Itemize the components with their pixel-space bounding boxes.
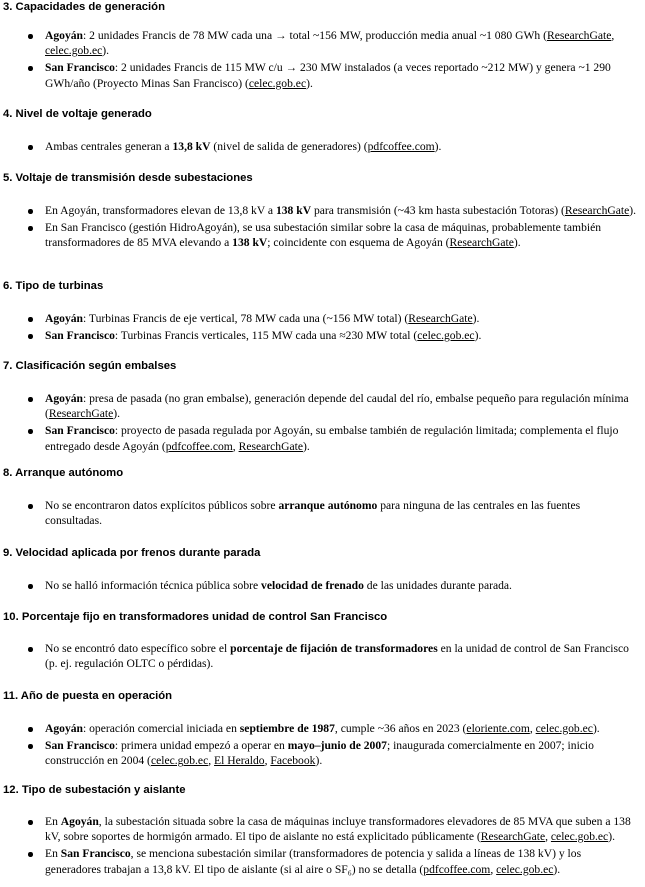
lead-bold: Agoyán [45, 722, 84, 735]
list-item [3, 60, 639, 90]
item-text: Ambas centrales generan a [45, 140, 173, 153]
item-end: ). [608, 830, 615, 844]
item-end: ). [592, 722, 600, 735]
source-link-researchgate[interactable]: ResearchGate [238, 439, 303, 453]
section-title-4: 4. Nivel de voltaje generado [3, 108, 152, 120]
section-3-list [3, 28, 639, 93]
item-text: : Turbinas Francis verticales, 115 MW cada una ≈230 MW total ( [114, 329, 418, 343]
source-link-pdfcoffee[interactable]: pdfcoffee.com [367, 140, 435, 153]
bold-text: arranque autónomo [278, 499, 378, 512]
lead-bold: San Francisco [45, 329, 115, 343]
bold-text: porcentaje de fijación de transformadores [230, 642, 438, 655]
section-title-9: 9. Velocidad aplicada por frenos durante parada [3, 547, 261, 559]
bold-text: 138 kV [275, 204, 312, 217]
item-text: : presa de pasada (no gran embalse), generación depende del caudal del río, embalse pequeño para regulación mínima ( [45, 392, 629, 421]
section-title-12: 12. Tipo de subestación y aislante [3, 784, 186, 796]
source-link-elheraldo[interactable]: El Heraldo [214, 754, 265, 768]
list-item [3, 311, 639, 326]
item-text: No se encontró dato específico sobre el [45, 642, 231, 655]
item-end: ). [434, 140, 442, 153]
section-title-3: 3. Capacidades de generación [3, 1, 165, 13]
section-title-10: 10. Porcentaje fijo en transformadores unidad de control San Francisco [3, 611, 388, 623]
section-title-11: 11. Año de puesta en operación [3, 690, 173, 702]
separator: , [208, 754, 215, 768]
separator: , [264, 754, 271, 768]
lead-bold: Agoyán [45, 29, 84, 42]
bold-text: Agoyán [60, 815, 99, 828]
section-9-list [3, 578, 639, 595]
source-link-researchgate[interactable]: ResearchGate [48, 407, 114, 421]
lead-bold: San Francisco [45, 61, 115, 75]
source-link-celec[interactable]: celec.gob.ec [550, 830, 609, 844]
source-link-researchgate[interactable]: ResearchGate [408, 312, 473, 325]
source-link-eloriente[interactable]: eloriente.com [466, 722, 530, 735]
lead-bold: Agoyán [45, 392, 84, 405]
item-text: (nivel de salida de generadores) ( [210, 140, 368, 153]
item-end: ). [306, 76, 313, 90]
section-title-5: 5. Voltaje de transmisión desde subestaciones [3, 172, 253, 184]
list-item [3, 220, 639, 250]
item-text: ; inaugurada comercialmente en 2007; inicio construcción en 2004 ( [45, 739, 594, 768]
bold-text: San Francisco [60, 847, 131, 861]
section-4-list [3, 139, 639, 156]
section-12-list [3, 814, 639, 879]
item-text: En San Francisco (gestión HidroAgoyán), se usa subestación similar sobre la casa de máquinas, probablemente también transformadores de 85 MVA elevando a [45, 221, 602, 250]
lead-bold: Agoyán [45, 312, 84, 325]
section-5-list [3, 203, 639, 253]
list-item [3, 498, 639, 528]
lead-bold: San Francisco [45, 424, 115, 438]
item-end: ). [474, 329, 482, 343]
separator: , [611, 29, 615, 42]
section-11-list [3, 721, 639, 771]
bold-text: septiembre de 1987 [239, 722, 335, 735]
source-link-celec[interactable]: celec.gob.ec [248, 76, 307, 90]
bold-text: mayo–junio de 2007 [287, 739, 387, 753]
source-link-researchgate[interactable]: ResearchGate [546, 29, 612, 42]
source-link-facebook[interactable]: Facebook [270, 754, 316, 768]
separator: , [545, 830, 551, 844]
item-end: ). [513, 236, 521, 250]
source-link-celec[interactable]: celec.gob.ec [45, 44, 103, 58]
source-link-celec[interactable]: celec.gob.ec [535, 722, 593, 735]
source-link-pdfcoffee[interactable]: pdfcoffee.com [423, 862, 491, 876]
item-text: En Agoyán, transformadores elevan de 13,8 kV a [45, 204, 276, 217]
list-item [3, 721, 639, 736]
section-10-list [3, 641, 639, 673]
bold-text: 138 kV [232, 236, 268, 250]
item-text: en la unidad de control de San Francisco (p. ej. regulación OLTC o pérdidas). [45, 642, 629, 671]
item-end: ). [113, 407, 121, 421]
item-text: , cumple ~36 años en 2023 ( [334, 722, 467, 735]
source-link-researchgate[interactable]: ResearchGate [449, 236, 514, 250]
list-item [3, 814, 639, 844]
section-7-list [3, 391, 639, 456]
source-link-celec[interactable]: celec.gob.ec [496, 862, 554, 876]
separator: , [232, 439, 239, 453]
item-text: ; coincidente con esquema de Agoyán ( [267, 236, 450, 250]
section-title-8: 8. Arranque autónomo [3, 467, 124, 479]
bold-text: velocidad de frenado [261, 579, 364, 592]
lead-bold: San Francisco [45, 739, 115, 753]
item-end: ). [302, 439, 310, 453]
item-text: : primera unidad empezó a operar en [114, 739, 288, 753]
list-item [3, 203, 639, 218]
source-link-researchgate[interactable]: ResearchGate [564, 204, 630, 217]
item-text: No se halló información técnica pública sobre [45, 579, 262, 592]
item-text: : operación comercial iniciada en [83, 722, 240, 735]
section-6-list [3, 311, 639, 345]
list-item [3, 578, 639, 593]
section-title-7: 7. Clasificación según embalses [3, 360, 177, 372]
item-text: : Turbinas Francis de eje vertical, 78 MW cada una (~156 MW total) ( [83, 312, 409, 325]
bold-text: 13,8 kV [172, 140, 211, 153]
item-text: En [45, 815, 61, 828]
source-link-celec[interactable]: celec.gob.ec [150, 754, 209, 768]
list-item [3, 139, 639, 154]
item-end: ). [315, 754, 323, 768]
item-text: No se encontraron datos explícitos públicos sobre [45, 499, 279, 512]
item-end: ). [472, 312, 480, 325]
item-text: , la subestación situada sobre la casa de máquinas incluye transformadores elevadores de 85 MVA que suben a 138 kV, sobre soportes de hormigón armado. El tipo de aislante no está explicitado públicamente ( [45, 815, 631, 844]
item-end: ). [553, 862, 561, 876]
item-text: , se menciona subestación similar (transformadores de potencia y salida a líneas de 138 kV) y los generadores trabajan a 13,8 kV. El tipo de aislante (si al aire o SF₆) no se detalla ( [45, 847, 582, 876]
item-end: ). [102, 44, 110, 58]
section-8-list [3, 498, 639, 530]
section-title-6: 6. Tipo de turbinas [3, 280, 104, 292]
item-text: En [45, 847, 61, 861]
list-item [3, 641, 639, 671]
list-item [3, 328, 639, 343]
item-text: para transmisión (~43 km hasta subestación Totoras) ( [311, 204, 565, 217]
item-text: : proyecto de pasada regulada por Agoyán, su embalse también de regulación limitada; complementa el flujo entregado desde Agoyán ( [45, 424, 619, 453]
item-end: ). [629, 204, 637, 217]
list-item [3, 391, 639, 421]
list-item [3, 738, 639, 768]
separator: , [529, 722, 536, 735]
separator: , [490, 862, 497, 876]
item-text: : 2 unidades Francis de 78 MW cada una → total ~156 MW, producción media anual ~1 080 GWh ( [83, 29, 547, 42]
list-item [3, 846, 639, 876]
item-text: : 2 unidades Francis de 115 MW c/u → 230 MW instalados (a veces reportado ~212 MW) y genera ~1 290 GWh/año (Proyecto Minas San Francisco) ( [45, 61, 611, 90]
source-link-researchgate[interactable]: ResearchGate [480, 830, 546, 844]
item-text: de las unidades durante parada. [363, 579, 512, 592]
list-item [3, 423, 639, 453]
source-link-celec[interactable]: celec.gob.ec [417, 329, 475, 343]
item-text: para ninguna de las centrales en las fuentes consultadas. [45, 499, 581, 528]
list-item [3, 28, 639, 58]
source-link-pdfcoffee[interactable]: pdfcoffee.com [165, 439, 233, 453]
